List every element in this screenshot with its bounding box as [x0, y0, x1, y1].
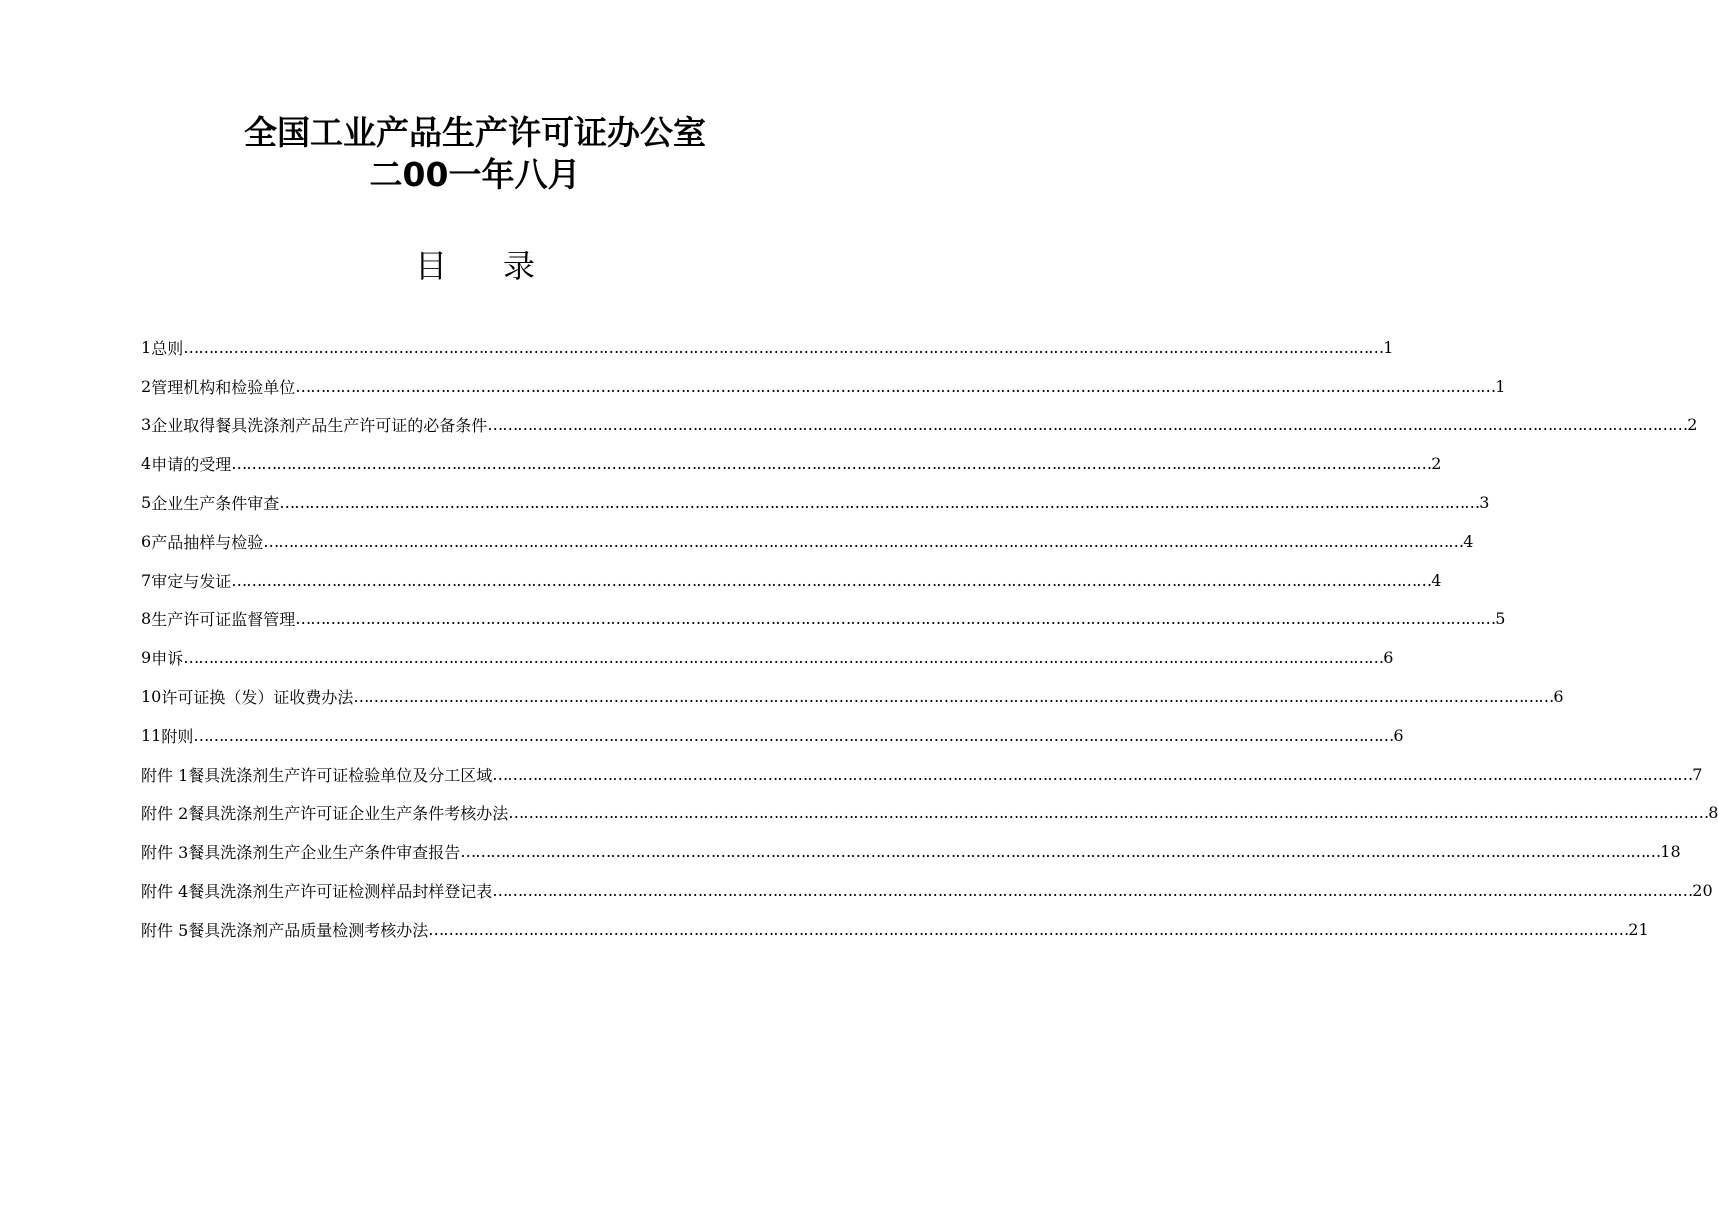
toc-leader-dots: ……………………………………………………………………………………………………………………………………………………………………………………………………………………: [492, 881, 1693, 901]
toc-appendix-label: 餐具洗涤剂产品质量检测考核办法: [188, 920, 429, 940]
toc-heading: [0, 246, 950, 286]
toc-entry-number: 2: [141, 376, 152, 396]
toc-appendix-number: 附件 3: [141, 843, 189, 863]
toc-entry-page: 6: [1383, 648, 1394, 668]
toc-appendix-page: 21: [1628, 919, 1649, 939]
toc-entry-label: 产品抽样与检验: [151, 532, 264, 552]
toc-entry-label: 企业取得餐具洗涤剂产品生产许可证的必备条件: [151, 416, 488, 436]
toc-appendix-number: 附件 1: [141, 765, 189, 785]
toc-entry[interactable]: [141, 638, 1394, 677]
toc-entry-label: 生产许可证监督管理: [151, 610, 296, 630]
toc-leader-dots: ……………………………………………………………………………………………………………………………………………………………………………………………………………………: [460, 842, 1661, 862]
toc-entry-label: 申诉: [151, 649, 184, 669]
toc-entry[interactable]: [141, 328, 1394, 367]
toc-leader-dots: ……………………………………………………………………………………………………………………………………………………………………………………………………………………: [279, 493, 1480, 513]
toc-appendix-entry[interactable]: [141, 755, 1703, 794]
toc-entry[interactable]: [141, 367, 1506, 406]
toc-entry[interactable]: [141, 677, 1564, 716]
toc-leader-dots: ……………………………………………………………………………………………………………………………………………………………………………………………………………………: [193, 725, 1394, 745]
toc-entry-number: 9: [141, 648, 152, 668]
toc-leader-dots: ……………………………………………………………………………………………………………………………………………………………………………………………………………………: [183, 648, 1384, 668]
toc-entry-page: 1: [1495, 376, 1506, 396]
toc-entry-label: 管理机构和检验单位: [151, 377, 296, 397]
toc-appendix-number: 附件 4: [141, 882, 189, 902]
toc-leader-dots: ……………………………………………………………………………………………………………………………………………………………………………………………………………………: [263, 531, 1464, 551]
toc-appendix-number: 附件 5: [141, 920, 189, 940]
toc-leader-dots: ……………………………………………………………………………………………………………………………………………………………………………………………………………………: [295, 609, 1496, 629]
toc-entry-page: 4: [1431, 570, 1442, 590]
toc-leader-dots: ……………………………………………………………………………………………………………………………………………………………………………………………………………………: [428, 919, 1629, 939]
issue-date: 二00一年八月: [369, 155, 581, 194]
document-header: [0, 112, 950, 196]
toc-heading-char-2: 录: [503, 247, 536, 285]
toc-entry-number: 10: [141, 687, 162, 707]
toc-appendix-page: 20: [1692, 881, 1713, 901]
toc-entry[interactable]: [141, 716, 1404, 755]
toc-appendix-number: 附件 2: [141, 804, 189, 824]
toc-entry-number: 1: [141, 337, 152, 357]
toc-entry[interactable]: [141, 600, 1506, 639]
toc-appendix-label: 餐具洗涤剂生产许可证检验单位及分工区域: [188, 765, 493, 785]
toc-entry-label: 许可证换（发）证收费办法: [161, 688, 354, 708]
toc-entry-page: 6: [1553, 687, 1564, 707]
toc-leader-dots: ……………………………………………………………………………………………………………………………………………………………………………………………………………………: [508, 803, 1709, 823]
toc-leader-dots: ……………………………………………………………………………………………………………………………………………………………………………………………………………………: [183, 337, 1384, 357]
toc-leader-dots: ……………………………………………………………………………………………………………………………………………………………………………………………………………………: [487, 415, 1688, 435]
toc-appendix-label: 餐具洗涤剂生产许可证企业生产条件考核办法: [188, 804, 509, 824]
toc-leader-dots: ……………………………………………………………………………………………………………………………………………………………………………………………………………………: [231, 570, 1432, 590]
toc-entry-number: 6: [141, 531, 152, 551]
toc-entry-number: 5: [141, 493, 152, 513]
toc-entry[interactable]: [141, 444, 1442, 483]
issuing-office: 全国工业产品生产许可证办公室: [244, 113, 706, 152]
toc-entry-page: 3: [1479, 493, 1490, 513]
toc-entry[interactable]: [141, 406, 1698, 445]
toc-entry-page: 5: [1495, 609, 1506, 629]
toc-entry-label: 申请的受理: [151, 455, 232, 475]
toc-entry-page: 6: [1393, 725, 1404, 745]
toc-entry-number: 3: [141, 415, 152, 435]
toc-leader-dots: ……………………………………………………………………………………………………………………………………………………………………………………………………………………: [353, 687, 1554, 707]
toc-entry-number: 4: [141, 454, 152, 474]
toc-entry[interactable]: [141, 483, 1490, 522]
toc-entry-page: 2: [1687, 415, 1698, 435]
toc-entry-label: 企业生产条件审查: [151, 494, 280, 514]
toc-appendix-label: 餐具洗涤剂生产许可证检测样品封样登记表: [188, 882, 493, 902]
toc-appendix-page: 8: [1708, 803, 1718, 823]
toc-leader-dots: ……………………………………………………………………………………………………………………………………………………………………………………………………………………: [231, 454, 1432, 474]
toc-heading-char-1: 目: [414, 247, 447, 285]
toc-entry-number: 11: [141, 725, 162, 745]
toc-appendix-entry[interactable]: [141, 832, 1681, 871]
toc-appendix-entry[interactable]: [141, 910, 1649, 949]
toc-appendix-page: 7: [1692, 764, 1703, 784]
toc-leader-dots: ……………………………………………………………………………………………………………………………………………………………………………………………………………………: [492, 764, 1693, 784]
toc-entry-label: 审定与发证: [151, 571, 232, 591]
toc-entry-page: 2: [1431, 454, 1442, 474]
toc-entry-page: 4: [1463, 531, 1474, 551]
toc-appendix-label: 餐具洗涤剂生产企业生产条件审查报告: [188, 843, 461, 863]
toc-entry-number: 8: [141, 609, 152, 629]
toc-entry[interactable]: [141, 561, 1442, 600]
toc-appendix-page: 18: [1660, 842, 1681, 862]
toc-entry-label: 附则: [161, 726, 194, 746]
toc-appendix-entry[interactable]: [141, 794, 1718, 833]
toc-entry-number: 7: [141, 570, 152, 590]
table-of-contents: [141, 328, 1718, 949]
toc-entry-label: 总则: [151, 338, 184, 358]
toc-leader-dots: ……………………………………………………………………………………………………………………………………………………………………………………………………………………: [295, 376, 1496, 396]
toc-appendix-entry[interactable]: [141, 871, 1713, 910]
toc-entry[interactable]: [141, 522, 1474, 561]
toc-entry-page: 1: [1383, 337, 1394, 357]
